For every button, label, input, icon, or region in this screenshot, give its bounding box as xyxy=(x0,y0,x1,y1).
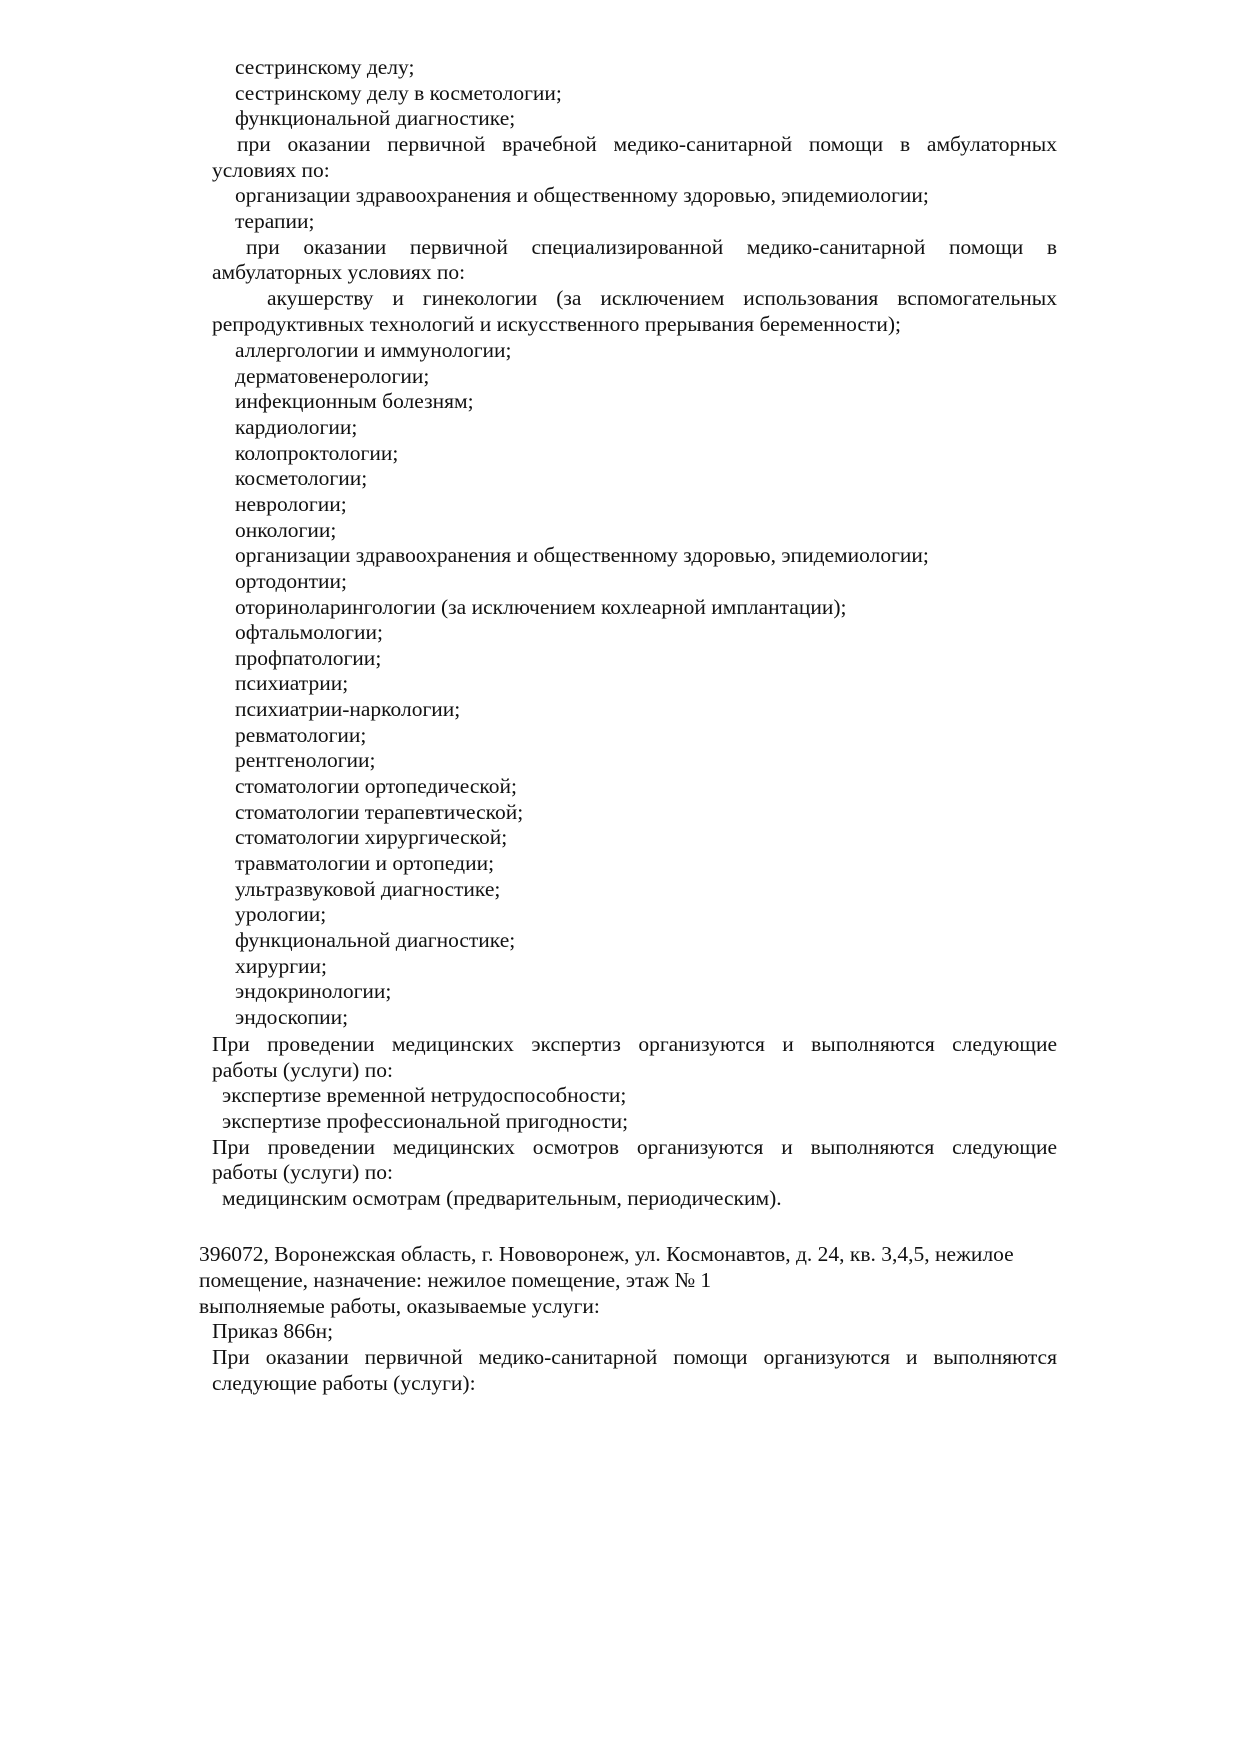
list-item: экспертизе временной нетрудоспособности; xyxy=(222,1083,627,1107)
list-item: профпатологии; xyxy=(235,646,382,670)
list-item: кардиологии; xyxy=(235,415,358,439)
works-label: выполняемые работы, оказываемые услуги: xyxy=(199,1294,600,1318)
list-item: аллергологии и иммунологии; xyxy=(235,338,512,362)
section-heading-cont: условиях по: xyxy=(212,158,330,182)
list-item-cont: репродуктивных технологий и искусственного прерывания беременности); xyxy=(212,312,901,336)
list-item: сестринскому делу; xyxy=(235,55,415,79)
list-item: медицинским осмотрам (предварительным, периодическим). xyxy=(222,1186,782,1210)
section-heading-cont: амбулаторных условиях по: xyxy=(212,260,466,284)
section-heading-cont: работы (услуги) по: xyxy=(212,1058,393,1082)
list-item: травматологии и ортопедии; xyxy=(235,851,495,875)
section-heading-cont: работы (услуги) по: xyxy=(212,1160,393,1184)
list-item: инфекционным болезням; xyxy=(235,389,474,413)
list-item: ортодонтии; xyxy=(235,569,348,593)
list-item: урологии; xyxy=(235,902,327,926)
order-label: Приказ 866н; xyxy=(212,1319,334,1343)
section-heading-cont: следующие работы (услуги): xyxy=(212,1371,476,1395)
list-item: функциональной диагностике; xyxy=(235,106,516,130)
section-heading: при оказании первичной врачебной медико-санитарной помощи в амбулаторных xyxy=(237,132,1057,156)
list-item: оториноларингологии (за исключением кохлеарной имплантации); xyxy=(235,595,847,619)
list-item: функциональной диагностике; xyxy=(235,928,516,952)
address-line: 396072, Воронежская область, г. Нововоронеж, ул. Космонавтов, д. 24, кв. 3,4,5, нежилое xyxy=(199,1242,1014,1266)
list-item: колопроктологии; xyxy=(235,441,399,465)
list-item: стоматологии ортопедической; xyxy=(235,774,518,798)
list-item: экспертизе профессиональной пригодности; xyxy=(222,1109,629,1133)
list-item: дерматовенерологии; xyxy=(235,364,430,388)
list-item: косметологии; xyxy=(235,466,368,490)
list-item: ультразвуковой диагностике; xyxy=(235,877,501,901)
list-item: эндокринологии; xyxy=(235,979,392,1003)
section-heading: При оказании первичной медико-санитарной помощи организуются и выполняются xyxy=(212,1345,1057,1369)
list-item: неврологии; xyxy=(235,492,347,516)
list-item: психиатрии-наркологии; xyxy=(235,697,461,721)
section-heading: при оказании первичной специализированной медико-санитарной помощи в xyxy=(246,235,1057,259)
list-item: офтальмологии; xyxy=(235,620,383,644)
list-item: рентгенологии; xyxy=(235,748,376,772)
list-item: эндоскопии; xyxy=(235,1005,349,1029)
list-item: организации здравоохранения и общественному здоровью, эпидемиологии; xyxy=(235,543,929,567)
list-item: онкологии; xyxy=(235,518,337,542)
section-heading: При проведении медицинских осмотров организуются и выполняются следующие xyxy=(212,1135,1057,1159)
list-item: психиатрии; xyxy=(235,671,349,695)
list-item: акушерству и гинекологии (за исключением использования вспомогательных xyxy=(267,286,1057,310)
section-heading: При проведении медицинских экспертиз организуются и выполняются следующие xyxy=(212,1032,1057,1056)
list-item: хирургии; xyxy=(235,954,328,978)
list-item: стоматологии терапевтической; xyxy=(235,800,524,824)
list-item: сестринскому делу в косметологии; xyxy=(235,81,562,105)
address-line: помещение, назначение: нежилое помещение, этаж № 1 xyxy=(199,1268,712,1292)
list-item: стоматологии хирургической; xyxy=(235,825,508,849)
list-item: организации здравоохранения и общественному здоровью, эпидемиологии; xyxy=(235,183,929,207)
list-item: терапии; xyxy=(235,209,315,233)
list-item: ревматологии; xyxy=(235,723,367,747)
